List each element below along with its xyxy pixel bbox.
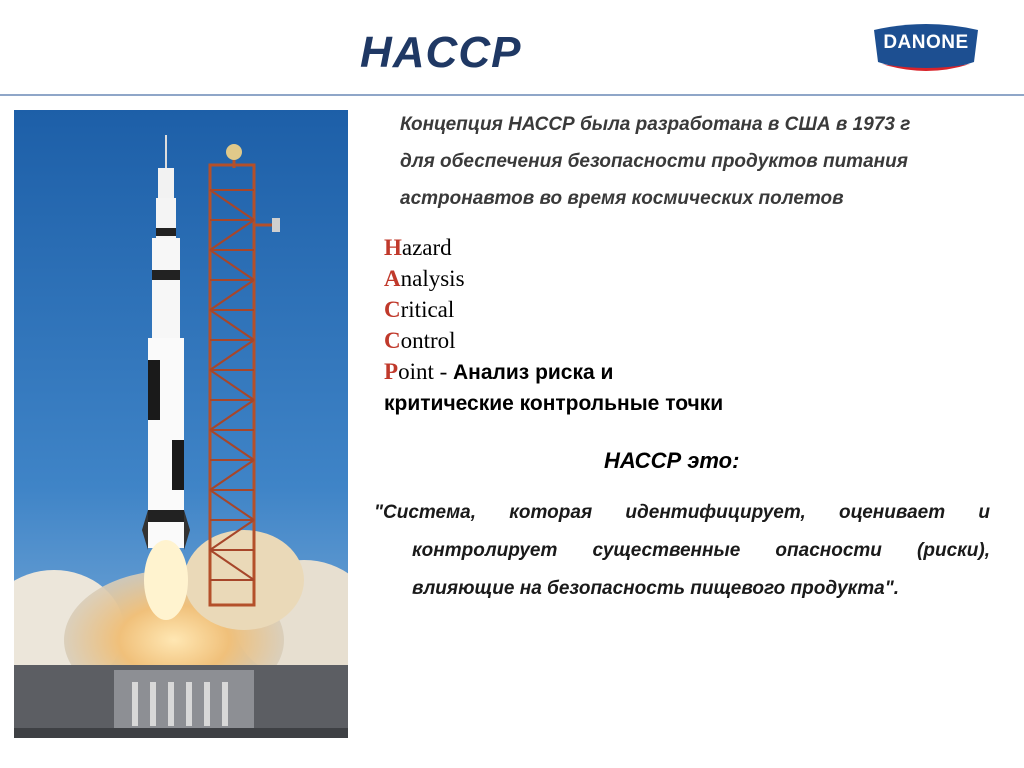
acronym-word: ontrol	[400, 328, 456, 353]
acronym-initial: A	[384, 266, 401, 291]
definition-text: Анализ риска и	[453, 361, 614, 384]
acronym-initial: C	[384, 297, 401, 322]
acronym-word: azard	[401, 235, 452, 260]
danone-logo	[870, 20, 982, 76]
acronym-word: ritical	[400, 297, 455, 322]
acronym-initial: H	[384, 235, 402, 260]
definition-text-continued: критические контрольные точки	[384, 392, 724, 415]
header-divider	[0, 94, 1024, 96]
acronym-initial: C	[384, 328, 401, 353]
acronym-list	[384, 232, 1004, 419]
rocket-launch-photo	[14, 110, 348, 738]
acronym-initial: P	[384, 359, 399, 384]
acronym-row-point	[384, 356, 1004, 388]
acronym-row-critical	[384, 294, 1004, 325]
acronym-word: nalysis	[400, 266, 465, 291]
quote-text: "Система, которая идентифицирует, оценивает и контролирует существенные опасности (риски), влияющие на безопасность пищевого продукта".	[374, 502, 990, 599]
intro-text	[400, 106, 1000, 217]
acronym-word: oint -	[398, 359, 454, 384]
acronym-row-analysis	[384, 263, 1004, 294]
acronym-row-control	[384, 325, 1004, 356]
acronym-row-hazard	[384, 232, 1004, 263]
intro-line: для обеспечения безопасности продуктов питания	[400, 151, 908, 172]
slide-title: HACCP	[360, 28, 522, 77]
intro-line: Концепция НАССР была разработана в США в 1973 г	[400, 114, 911, 135]
haccp-is-heading: НАССР это:	[604, 448, 740, 473]
logo-text: DANONE	[883, 32, 969, 53]
haccp-definition-quote	[374, 494, 990, 608]
intro-line: астронавтов во время космических полетов	[400, 188, 844, 209]
